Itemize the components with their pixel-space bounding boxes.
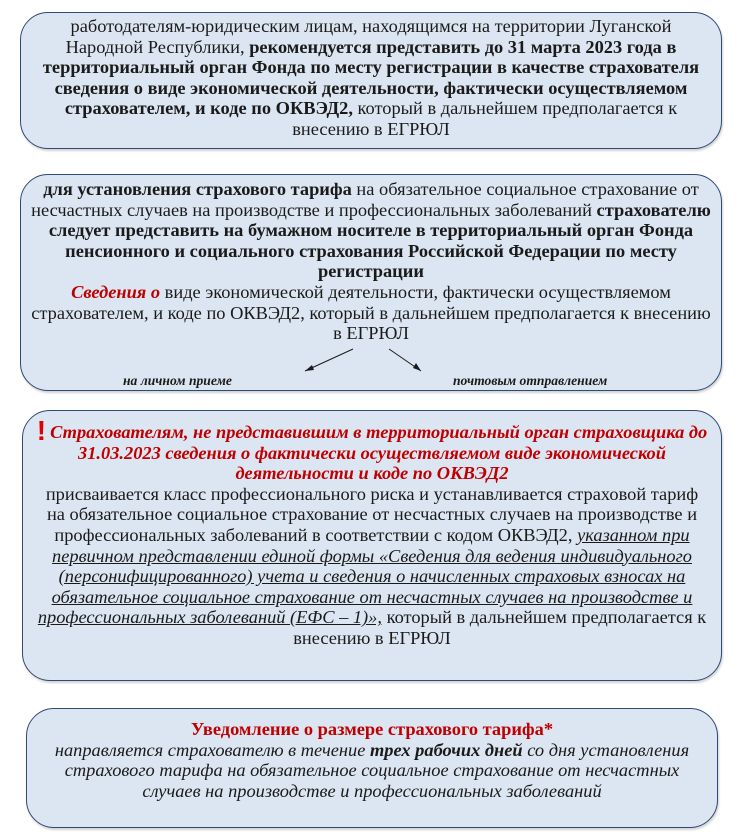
submission-details-text: виде экономической деятельности, фактически осуществляемом страхователем, и коде по ОКВЭД2, который в дальнейшем предполагается к внесению в ЕГРЮЛ [31, 281, 711, 344]
submission-details-lead: Сведения о [71, 281, 161, 302]
notification-text-start: направляется страхователю в течение [54, 739, 370, 760]
info-box-recommendation [20, 12, 722, 149]
submission-method-mail: почтовым отправлением [453, 373, 608, 388]
notification-title: Уведомление о размере страхового тарифа* [190, 719, 554, 739]
recommendation-main-text: рекомендуется представить до 31 марта 2023 года в территориальный орган Фонда по месту регистрации в качестве страхователя сведения о виде экономической деятельности, фактически осуществляемом страхователем, и коде по ОКВЭД2, [42, 36, 700, 119]
exclamation-icon: ! [36, 415, 47, 446]
info-box-notification [26, 708, 718, 828]
notification-deadline: трех рабочих дней [369, 739, 523, 760]
warning-tail-text: который в дальнейшем предполагается к внесению в ЕГРЮЛ [293, 607, 707, 648]
warning-form-reference: указанном при первичном представлении единой формы «Сведения для ведения индивидуального (персонифицированного) учета и сведения о начисленных страховых взносах на обязательное социальное страхование от несчастных случаев на производстве и профессиональных заболеваний (ЕФС – 1)», [37, 524, 693, 628]
notification-body [41, 740, 703, 802]
submission-paragraph [31, 179, 711, 282]
submission-details-paragraph [31, 282, 711, 344]
info-box-warning [22, 410, 722, 681]
submission-instruction-text: страхователю следует представить на бумажном носителе в территориальный орган Фонда пенсионного и социального страхования Российской Федерации по месту регистрации [48, 199, 711, 282]
warning-body [35, 484, 709, 649]
submission-purpose-text: для установления страхового тарифа [43, 179, 352, 199]
submission-insurance-text: на обязательное социальное страхование от несчастных случаев на производстве и профессиональных заболеваний [31, 179, 699, 220]
warning-heading-text: Страхователям, не представившим в территориальный орган страховщика до 31.03.2023 сведения о фактически осуществляемом виде экономической деятельности и коде по ОКВЭД2 [50, 422, 708, 484]
recommendation-intro-text: работодателям-юридическим лицам, находящимся на территории Луганской Народной Республики, [65, 16, 672, 57]
warning-heading [35, 415, 709, 484]
info-box-submission [20, 174, 722, 391]
notification-text-end: со дня установления страхового тарифа на обязательное социальное страхование от несчастных случаев на производстве и профессиональных заболеваний [64, 739, 690, 801]
submission-method-in-person: на личном приеме [123, 373, 232, 388]
warning-body-text: присваивается класс профессионального риска и устанавливается страховой тариф на обязательное социальное страхование от несчастных случаев на производстве и профессиональных заболеваний в соответствии с кодом ОКВЭД2, [45, 483, 699, 545]
recommendation-tail-text: который в дальнейшем предполагается к внесению в ЕГРЮЛ [292, 98, 678, 139]
